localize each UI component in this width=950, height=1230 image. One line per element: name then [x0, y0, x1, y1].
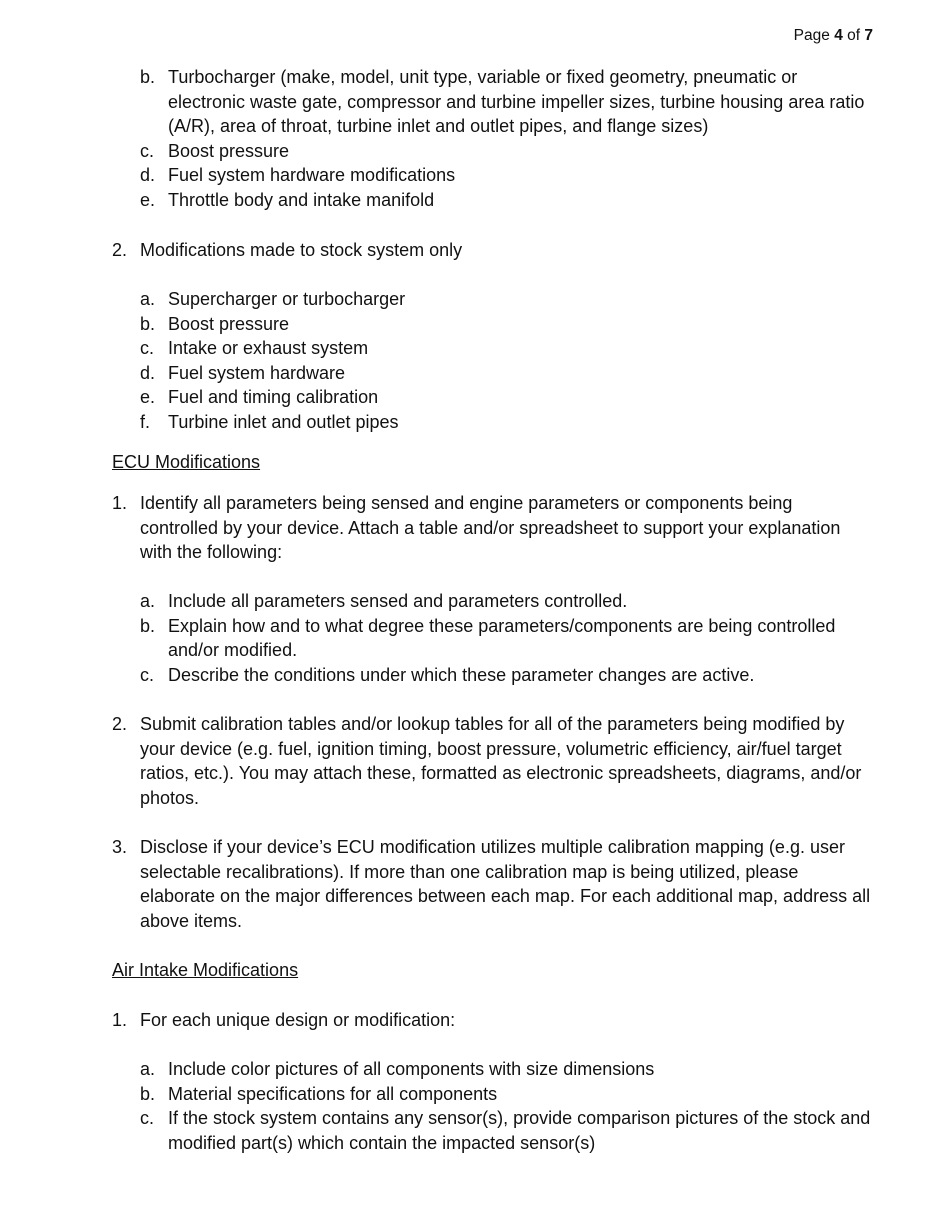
- continued-sublist: [0, 65, 950, 213]
- list-item: [0, 663, 950, 688]
- list-item-text: Disclose if your device’s ECU modification utilizes multiple calibration mapping (e.g. user selectable recalibrations). If more than one calibration map is being utilized, please elaborate on the major differences between each map. For each additional map, address all above items.: [140, 837, 871, 931]
- air-intake-sublist: [0, 1057, 950, 1155]
- list-marker: d.: [140, 362, 156, 383]
- list-item: [0, 312, 950, 337]
- list-marker: a.: [140, 289, 156, 309]
- list-marker: 3.: [112, 837, 128, 857]
- list-marker: e.: [140, 387, 156, 408]
- list-item: [0, 614, 950, 663]
- list-item: [0, 188, 950, 213]
- list-item: [0, 1082, 950, 1107]
- page-current: 4: [834, 27, 843, 44]
- list-marker: c.: [140, 1108, 155, 1129]
- list-item: [0, 163, 950, 188]
- list-item: [0, 287, 950, 312]
- list-marker: 2.: [112, 240, 128, 260]
- list-item-text: Modifications made to stock system only: [140, 240, 463, 260]
- list-item-text: Supercharger or turbocharger: [168, 289, 406, 309]
- page-of: of: [847, 27, 861, 44]
- page-label: Page: [793, 27, 830, 44]
- list-marker: b.: [140, 615, 156, 636]
- ecu-sublist: [0, 589, 950, 687]
- list-item-text: Fuel system hardware modifications: [168, 165, 456, 186]
- list-item-text: Boost pressure: [168, 140, 290, 161]
- list-item: [0, 361, 950, 386]
- list-item-text: Boost pressure: [168, 313, 290, 334]
- list-item: [0, 410, 950, 435]
- list-item: [0, 139, 950, 164]
- list-item-text: If the stock system contains any sensor(s), provide comparison pictures of the stock and modified part(s) which contain the impacted sensor(s): [168, 1108, 871, 1153]
- list-item-text: Material specifications for all components: [168, 1083, 498, 1104]
- list-marker: b.: [140, 313, 156, 334]
- list-marker: f.: [140, 411, 151, 432]
- page-number: [794, 26, 873, 46]
- list-item-text: Fuel system hardware: [168, 362, 346, 383]
- numbered-item: [0, 835, 950, 933]
- list-marker: c.: [140, 338, 155, 359]
- section-heading-air-intake: Air Intake Modifications: [112, 960, 299, 980]
- list-marker: c.: [140, 664, 155, 685]
- list-item-text: Throttle body and intake manifold: [168, 189, 435, 210]
- page-total: 7: [864, 27, 873, 44]
- list-item: [0, 1106, 950, 1155]
- list-item: [0, 589, 950, 614]
- list-marker: 1.: [112, 1010, 128, 1030]
- numbered-item: [0, 712, 950, 810]
- list-item: [0, 1057, 950, 1082]
- list-marker: b.: [140, 1083, 156, 1104]
- list-item-text: Submit calibration tables and/or lookup tables for all of the parameters being modified by your device (e.g. fuel, ignition timing, boost pressure, volumetric efficiency, air/fuel target ratios, etc.). You may attach these, formatted as electronic spreadsheets, diagrams, and/or photos.: [140, 714, 862, 808]
- list-item-text: Turbocharger (make, model, unit type, variable or fixed geometry, pneumatic or electronic waste gate, compressor and turbine impeller sizes, turbine housing area ratio (A/R), area of throat, turbine inlet and outlet pipes, and flange sizes): [168, 67, 865, 137]
- list-item: [0, 65, 950, 139]
- numbered-item: [0, 491, 950, 565]
- list-marker: c.: [140, 140, 155, 161]
- list-item-text: Describe the conditions under which these parameter changes are active.: [168, 664, 755, 685]
- list-item: [0, 336, 950, 361]
- list-marker: b.: [140, 67, 156, 87]
- list-marker: d.: [140, 165, 156, 186]
- list-item-text: Explain how and to what degree these parameters/components are being controlled and/or modified.: [168, 615, 836, 661]
- list-marker: a.: [140, 591, 156, 611]
- list-marker: 1.: [112, 493, 128, 513]
- list-item-text: Fuel and timing calibration: [168, 387, 379, 408]
- numbered-item: [0, 1008, 950, 1033]
- list-item-text: For each unique design or modification:: [140, 1010, 456, 1030]
- list-marker: e.: [140, 189, 156, 210]
- list-item-text: Identify all parameters being sensed and engine parameters or components being controlled by your device. Attach a table and/or spreadsheet to support your explanation with the following:: [140, 493, 841, 563]
- list-item-text: Intake or exhaust system: [168, 338, 369, 359]
- list-item-text: Turbine inlet and outlet pipes: [168, 411, 399, 432]
- list-item: [0, 385, 950, 410]
- numbered-item: [0, 238, 950, 263]
- list-marker: a.: [140, 1059, 156, 1079]
- list-marker: 2.: [112, 714, 128, 734]
- list-item-text: Include all parameters sensed and parameters controlled.: [168, 591, 628, 611]
- section-heading-ecu: ECU Modifications: [112, 452, 261, 472]
- stock-modifications-sublist: [0, 287, 950, 435]
- list-item-text: Include color pictures of all components with size dimensions: [168, 1059, 655, 1079]
